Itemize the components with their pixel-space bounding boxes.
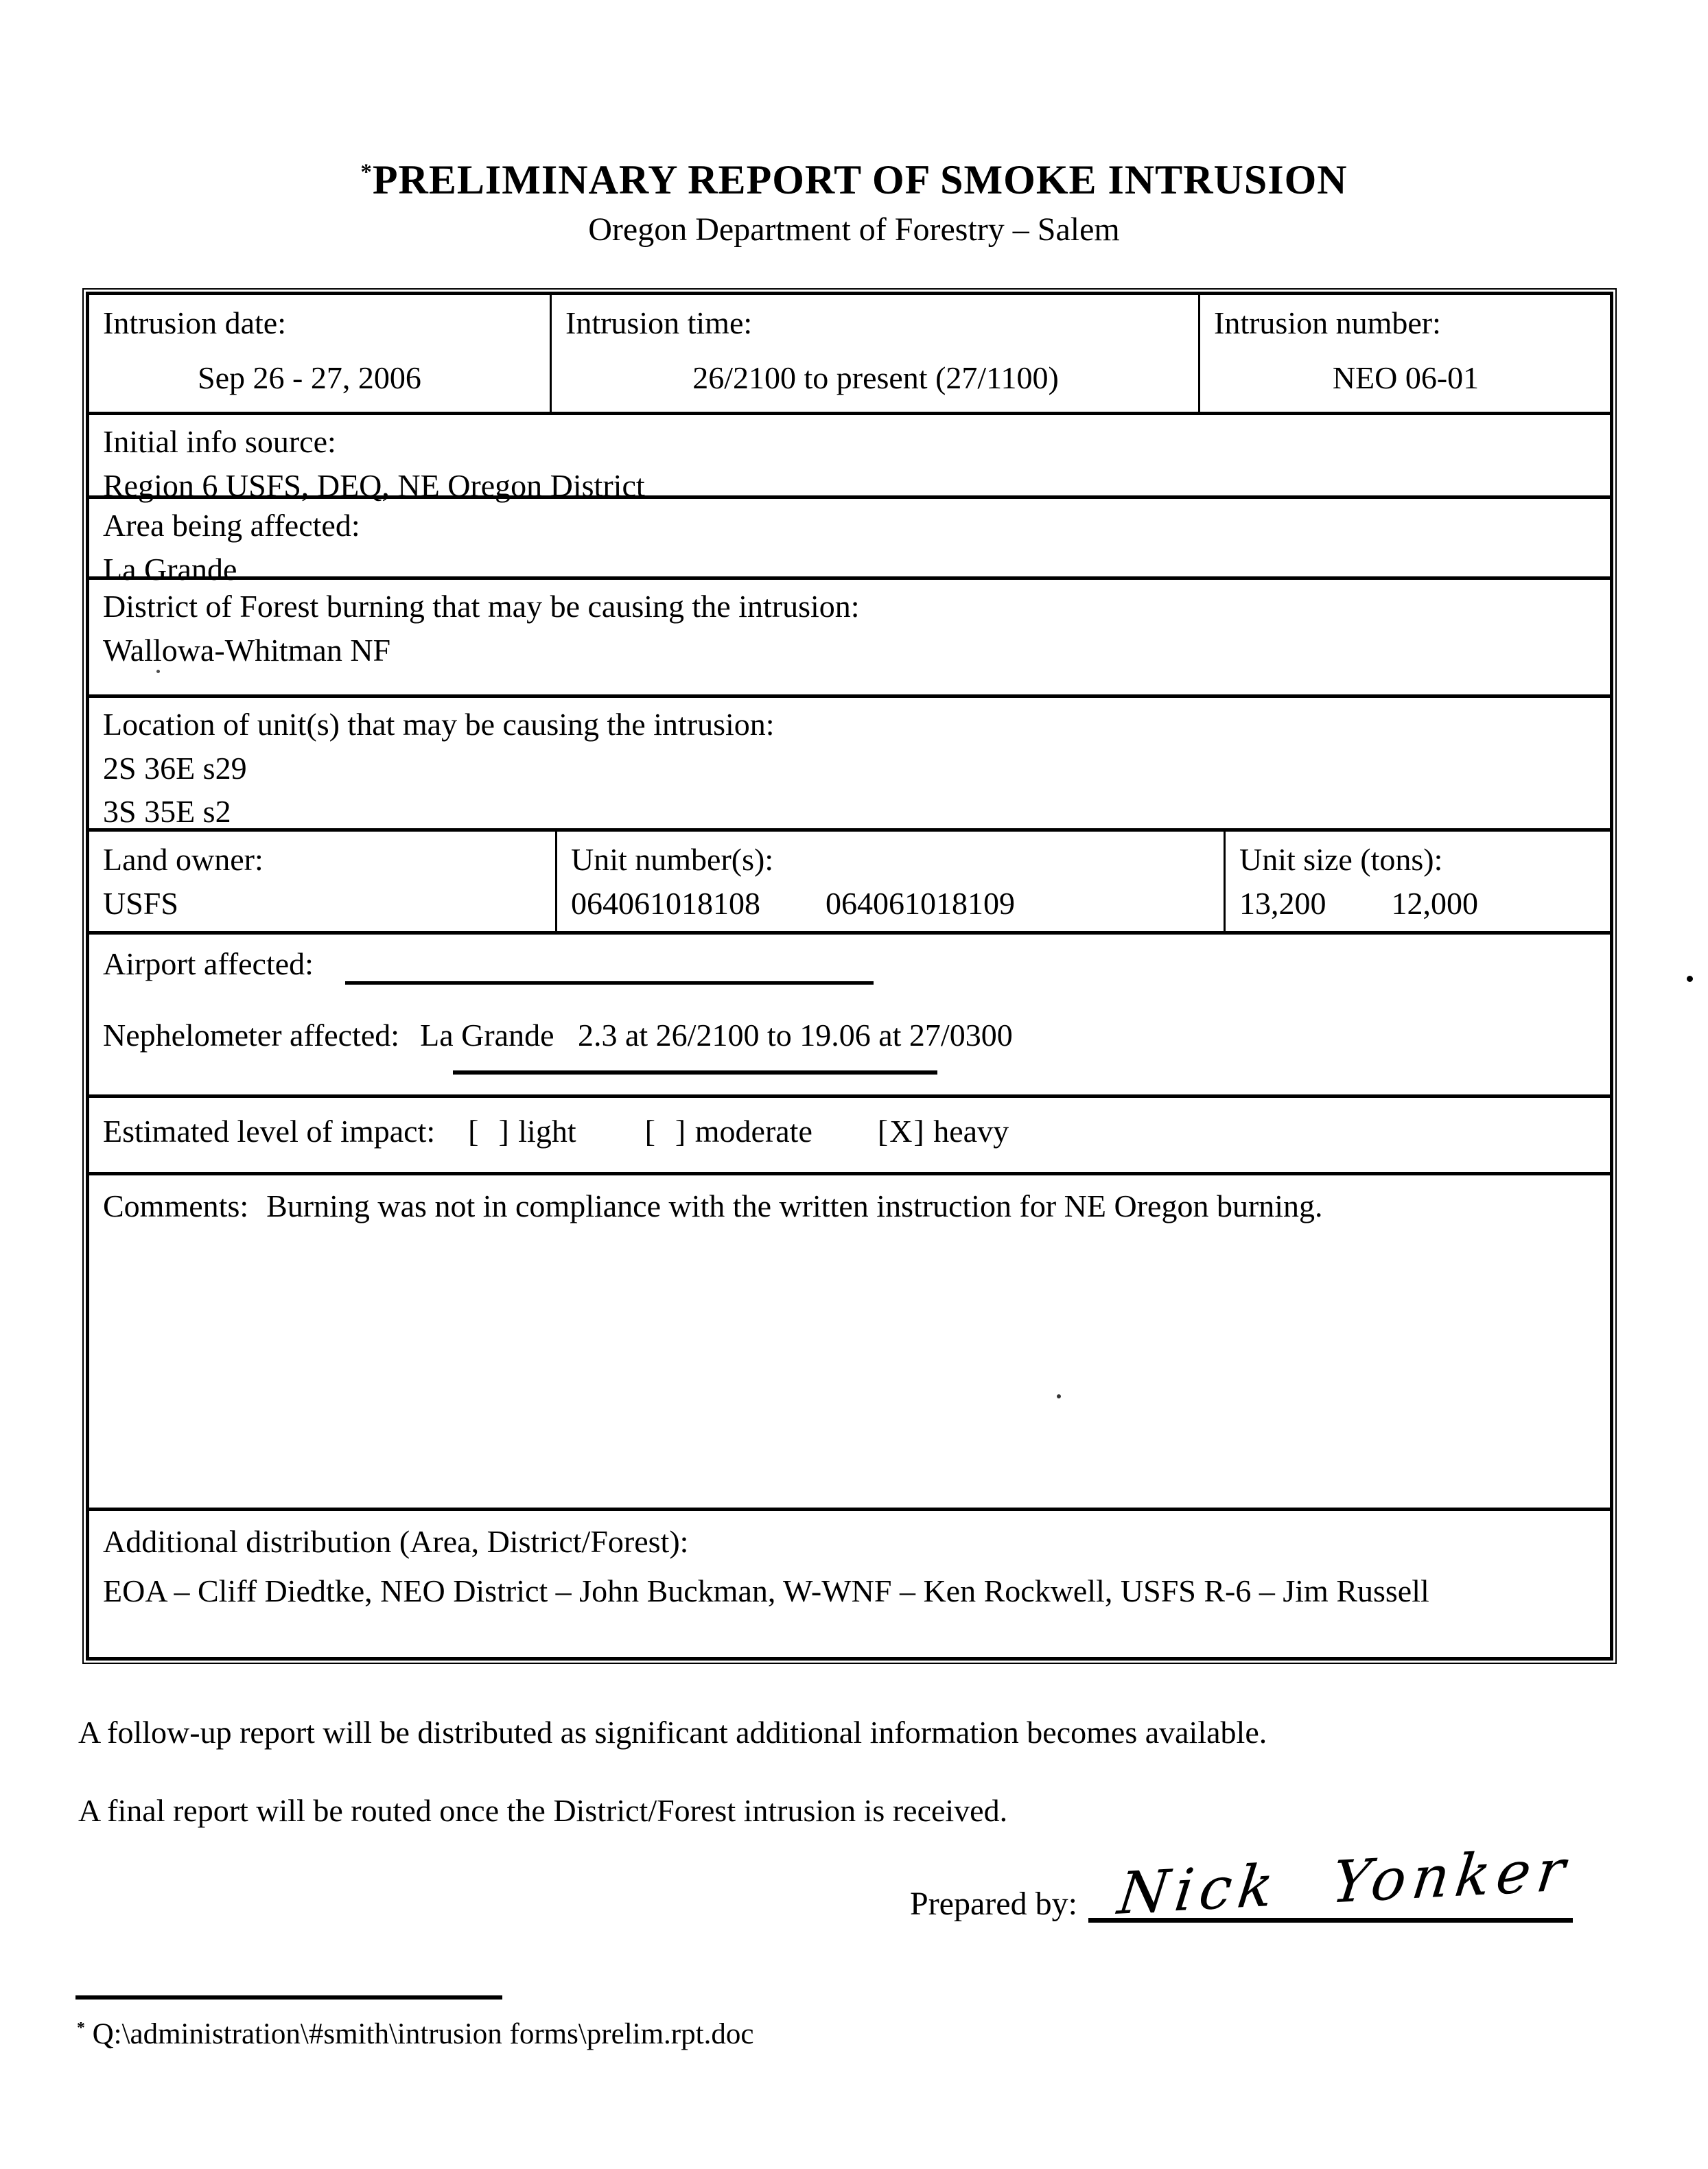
initial-info-source-label: Initial info source: bbox=[103, 424, 336, 459]
comments-label: Comments: bbox=[103, 1188, 249, 1223]
intrusion-date-value: Sep 26 - 27, 2006 bbox=[198, 360, 421, 395]
unit-location-value-2: 3S 35E s2 bbox=[103, 794, 231, 829]
title-asterisk: * bbox=[360, 160, 373, 185]
checkbox-light-box: [ ] bbox=[468, 1114, 511, 1149]
scan-artifact-dot bbox=[156, 670, 160, 673]
title-block bbox=[0, 156, 1708, 248]
area-affected-value: La Grande bbox=[103, 551, 237, 587]
nephelometer-label: Nephelometer affected: bbox=[103, 1018, 400, 1053]
field-intrusion-date bbox=[89, 295, 552, 412]
checkbox-moderate-label: moderate bbox=[694, 1114, 812, 1149]
footnote-asterisk: * bbox=[77, 2019, 85, 2037]
field-nephelometer bbox=[103, 1016, 1013, 1055]
final-note: A final report will be routed once the District/Forest intrusion is received. bbox=[78, 1793, 1008, 1828]
checkbox-light-label: light bbox=[518, 1114, 576, 1149]
initial-info-source-value: Region 6 USFS, DEQ, NE Oregon District bbox=[103, 467, 645, 503]
field-comments bbox=[89, 1175, 1610, 1511]
nephelometer-underline bbox=[453, 1070, 937, 1075]
field-unit-size bbox=[1226, 832, 1610, 931]
field-unit-numbers bbox=[557, 832, 1226, 931]
intrusion-number-value: NEO 06-01 bbox=[1332, 360, 1479, 395]
unit-number-1: 064061018108 bbox=[571, 885, 760, 921]
comments-value: Burning was not in compliance with the written instruction for NE Oregon burning. bbox=[266, 1188, 1323, 1223]
additional-distribution-label: Additional distribution (Area, District/Forest): bbox=[103, 1524, 689, 1559]
impact-level-label: Estimated level of impact: bbox=[103, 1114, 436, 1149]
checkbox-light bbox=[468, 1114, 576, 1149]
checkbox-heavy-box: [X] bbox=[877, 1114, 926, 1149]
row-land-owner-units bbox=[89, 832, 1610, 935]
intrusion-number-label: Intrusion number: bbox=[1214, 305, 1441, 340]
checkbox-heavy-label: heavy bbox=[933, 1114, 1009, 1149]
intrusion-time-label: Intrusion time: bbox=[565, 305, 753, 340]
district-forest-label: District of Forest burning that may be causing the intrusion: bbox=[103, 589, 860, 624]
intrusion-date-label: Intrusion date: bbox=[103, 305, 286, 340]
prepared-by-row bbox=[910, 1836, 1575, 1927]
field-district-forest bbox=[89, 580, 1610, 698]
footnote-text: Q:\administration\#smith\intrusion forms\prelim.rpt.doc bbox=[92, 2018, 754, 2050]
page-title bbox=[0, 156, 1708, 204]
field-area-affected bbox=[89, 499, 1610, 587]
row-intrusion-header bbox=[89, 295, 1610, 415]
checkbox-heavy bbox=[878, 1114, 1009, 1149]
scan-artifact-dot bbox=[1687, 976, 1693, 982]
checkbox-moderate-box: [ ] bbox=[644, 1114, 688, 1149]
field-land-owner bbox=[89, 832, 557, 931]
row-airport-nephelometer bbox=[89, 935, 1610, 1098]
field-intrusion-number bbox=[1200, 295, 1610, 412]
additional-distribution-value: EOA – Cliff Diedtke, NEO District – John Buckman, W-WNF – Ken Rockwell, USFS R-6 – Jim Russell bbox=[103, 1573, 1429, 1608]
airport-affected-underline bbox=[345, 981, 874, 985]
checkbox-moderate bbox=[645, 1114, 812, 1149]
nephelometer-value: La Grande 2.3 at 26/2100 to 19.06 at 27/0300 bbox=[420, 1018, 1013, 1053]
followup-note: A follow-up report will be distributed as significant additional information becomes available. bbox=[78, 1715, 1267, 1750]
unit-location-label: Location of unit(s) that may be causing the intrusion: bbox=[103, 707, 775, 742]
land-owner-label: Land owner: bbox=[103, 842, 264, 877]
field-additional-distribution bbox=[89, 1511, 1610, 1664]
footnote-rule bbox=[75, 1995, 502, 2000]
intrusion-time-value: 26/2100 to present (27/1100) bbox=[692, 360, 1059, 395]
unit-size-2: 12,000 bbox=[1391, 885, 1478, 921]
field-unit-location bbox=[89, 698, 1610, 832]
field-initial-info-source bbox=[89, 415, 1610, 503]
footnote bbox=[77, 2017, 753, 2051]
page-title-text: PRELIMINARY REPORT OF SMOKE INTRUSION bbox=[372, 157, 1348, 202]
signature: Nick Yonker bbox=[1114, 1836, 1575, 1927]
scan-artifact-dot bbox=[1057, 1394, 1061, 1398]
prepared-by-label: Prepared by: bbox=[910, 1886, 1077, 1922]
unit-size-label: Unit size (tons): bbox=[1239, 842, 1443, 877]
land-owner-value: USFS bbox=[103, 885, 178, 921]
unit-size-1: 13,200 bbox=[1239, 885, 1326, 921]
unit-number-2: 064061018109 bbox=[826, 885, 1015, 921]
unit-location-value-1: 2S 36E s29 bbox=[103, 750, 247, 786]
field-intrusion-time bbox=[552, 295, 1200, 412]
unit-numbers-label: Unit number(s): bbox=[571, 842, 774, 877]
page-subtitle: Oregon Department of Forestry – Salem bbox=[588, 211, 1120, 248]
smoke-intrusion-form bbox=[86, 292, 1613, 1661]
district-forest-value: Wallowa-Whitman NF bbox=[103, 632, 391, 668]
area-affected-label: Area being affected: bbox=[103, 508, 360, 543]
airport-affected-label: Airport affected: bbox=[103, 946, 314, 981]
row-impact-level bbox=[89, 1098, 1610, 1175]
signature-line bbox=[1088, 1836, 1575, 1927]
